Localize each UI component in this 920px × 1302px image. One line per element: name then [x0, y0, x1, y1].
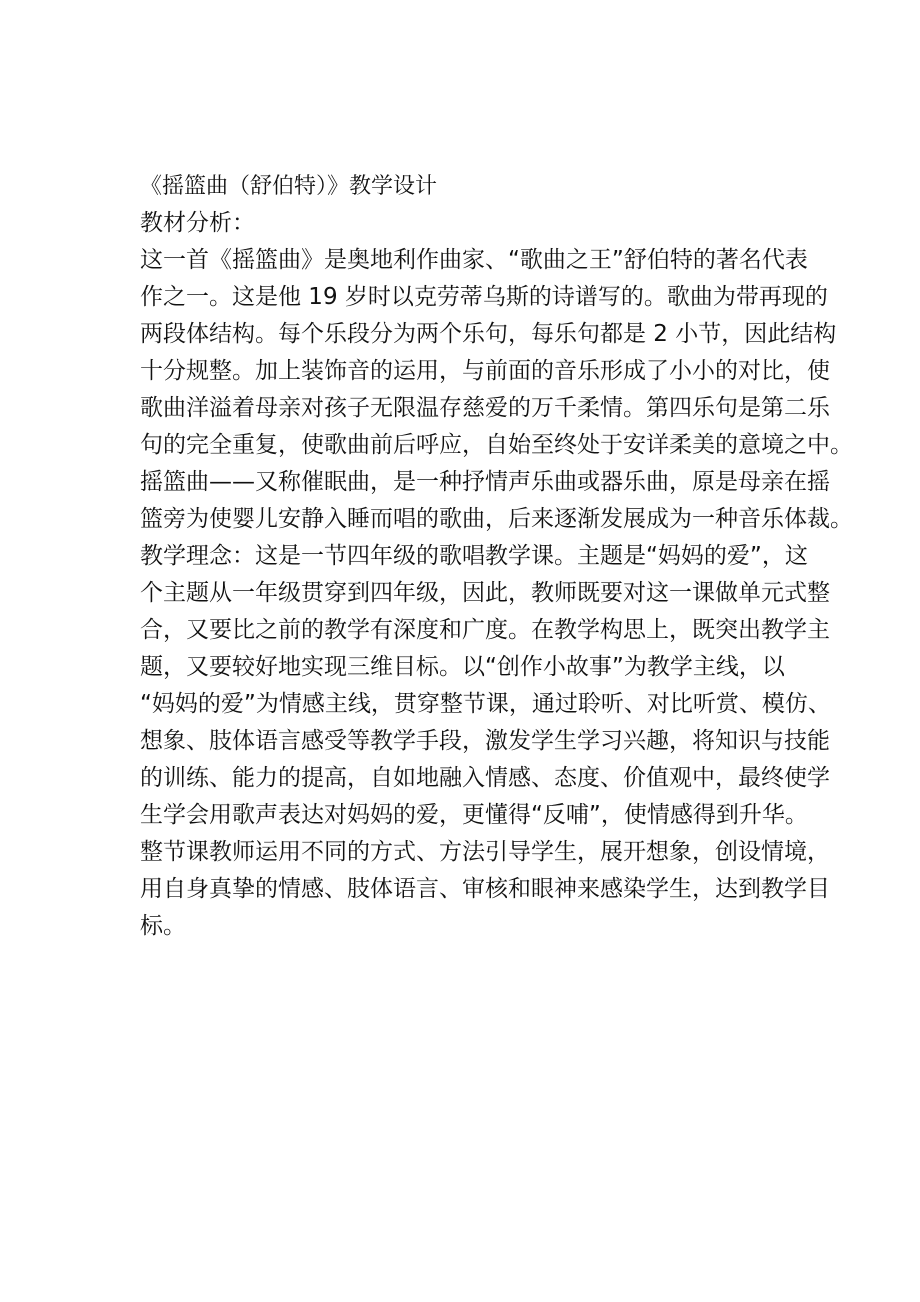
text-line: 这一首《摇篮曲》是奥地利作曲家、“歌曲之王”舒伯特的著名代表	[140, 247, 808, 273]
text-line: 标。	[140, 913, 186, 939]
paragraph-teacher-method	[140, 834, 830, 945]
text-line: 教学理念：这是一节四年级的歌唱教学课。主题是“妈妈的爱”，这	[140, 543, 808, 569]
section-heading: 教材分析：	[140, 210, 255, 236]
text-line: 歌曲洋溢着母亲对孩子无限温存慈爱的万千柔情。第四乐句是第二乐	[140, 395, 830, 421]
paragraph-teaching-concept	[140, 538, 831, 834]
text-line: 两段体结构。每个乐段分为两个乐句，每乐句都是 2 小节，因此结构	[140, 321, 837, 347]
text-line: 用自身真挚的情感、肢体语言、审核和眼神来感染学生，达到教学目	[140, 876, 830, 902]
text-line: “妈妈的爱”为情感主线，贯穿整节课，通过聆听、对比听赏、模仿、	[140, 691, 831, 717]
text-line: 合，又要比之前的教学有深度和广度。在教学构思上，既突出教学主	[140, 617, 830, 643]
text-line: 十分规整。加上装饰音的运用，与前面的音乐形成了小小的对比，使	[140, 358, 830, 384]
text-line: 个主题从一年级贯穿到四年级，因此，教师既要对这一课做单元式整	[140, 580, 830, 606]
document-title: 《摇篮曲（舒伯特）》教学设计	[140, 174, 438, 199]
text-line: 题，又要较好地实现三维目标。以“创作小故事”为教学主线，以	[140, 654, 785, 680]
text-line: 摇篮曲——又称催眠曲，是一种抒情声乐曲或器乐曲，原是母亲在摇	[140, 469, 830, 495]
text-line: 生学会用歌声表达对妈妈的爱，更懂得“反哺”，使情感得到升华。	[140, 802, 808, 828]
text-line: 想象、肢体语言感受等教学手段，激发学生学习兴趣，将知识与技能	[140, 728, 830, 754]
text-line: 整节课教师运用不同的方式、方法引导学生，展开想象，创设情境，	[140, 839, 830, 865]
text-line: 的训练、能力的提高，自如地融入情感、态度、价值观中，最终使学	[140, 765, 830, 791]
paragraph-definition	[140, 464, 853, 538]
document-page	[140, 168, 853, 945]
text-line: 句的完全重复，使歌曲前后呼应，自始至终处于安详柔美的意境之中。	[140, 432, 853, 458]
text-line: 篮旁为使婴儿安静入睡而唱的歌曲，后来逐渐发展成为一种音乐体裁。	[140, 506, 853, 532]
paragraph-analysis	[140, 242, 853, 464]
text-line: 作之一。这是他 19 岁时以克劳蒂乌斯的诗谱写的。歌曲为带再现的	[140, 284, 828, 310]
